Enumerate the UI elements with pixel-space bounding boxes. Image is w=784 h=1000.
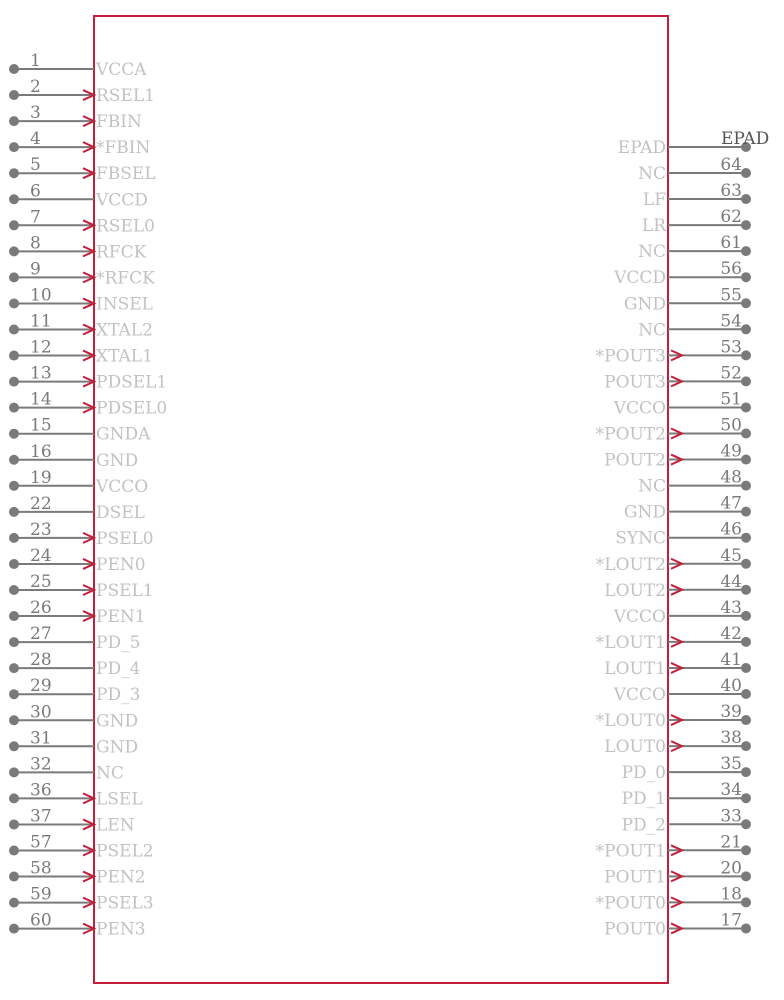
pin-63 xyxy=(643,181,751,210)
left-pin-group xyxy=(9,51,167,940)
pin-name: NC xyxy=(638,476,666,497)
pin-endpoint-dot xyxy=(741,663,751,673)
pin-number: 62 xyxy=(720,207,742,228)
pin-number: 61 xyxy=(720,233,742,254)
pin-number: 63 xyxy=(720,181,742,202)
pin-endpoint-dot xyxy=(9,924,19,934)
pin-name: GND xyxy=(623,294,666,315)
pin-name: VCCD xyxy=(96,190,148,211)
pin-name: VCCD xyxy=(614,268,666,289)
pin-number: 4 xyxy=(30,129,41,150)
pin-name: PSEL0 xyxy=(96,528,154,549)
pin-number: 54 xyxy=(720,311,742,332)
pin-name: NC xyxy=(96,763,124,784)
pin-name: *POUT1 xyxy=(595,841,666,862)
pin-number: 44 xyxy=(720,571,742,592)
pin-number: 47 xyxy=(720,493,742,514)
pin-name: DSEL xyxy=(96,502,145,523)
pin-16 xyxy=(9,442,138,471)
pin-endpoint-dot xyxy=(9,741,19,751)
pin-14 xyxy=(9,390,167,419)
pin-endpoint-dot xyxy=(741,793,751,803)
pin-31 xyxy=(9,728,138,757)
pin-number: 57 xyxy=(30,832,52,853)
pin-name: POUT1 xyxy=(604,867,666,888)
pin-number: EPAD xyxy=(721,129,770,149)
pin-number: 17 xyxy=(720,910,742,931)
pin-name: NC xyxy=(638,242,666,263)
pin-25 xyxy=(9,572,154,601)
pin-number: 27 xyxy=(30,624,52,645)
pin-number: 48 xyxy=(720,467,742,488)
pin-name: PD_1 xyxy=(621,789,666,810)
pin-name: PEN3 xyxy=(96,919,146,940)
pin-30 xyxy=(9,702,138,731)
pin-number: 20 xyxy=(720,858,742,879)
pin-50 xyxy=(596,416,751,445)
pin-number: 51 xyxy=(720,389,742,410)
pin-8 xyxy=(9,233,147,262)
pin-17 xyxy=(604,910,751,939)
pin-number: 59 xyxy=(30,884,52,905)
pin-21 xyxy=(596,832,751,861)
pin-number: 3 xyxy=(30,103,41,124)
pin-number: 64 xyxy=(720,155,742,175)
pin-endpoint-dot xyxy=(741,611,751,621)
pin-name: VCCO xyxy=(96,476,149,497)
pin-endpoint-dot xyxy=(741,559,751,569)
pin-name: FBIN xyxy=(96,112,142,133)
pin-60 xyxy=(9,911,146,940)
pin-name: PEN2 xyxy=(96,867,146,888)
pin-name: *FBIN xyxy=(96,138,151,159)
ic-body-outline xyxy=(94,16,668,983)
pin-name: XTAL1 xyxy=(96,346,153,367)
pin-name: EPAD xyxy=(617,138,666,158)
pin-name: LSEL xyxy=(96,789,143,810)
pin-number: 23 xyxy=(30,519,52,540)
pin-number: 49 xyxy=(720,441,742,462)
pin-5 xyxy=(9,155,156,184)
pin-endpoint-dot xyxy=(741,246,751,256)
pin-endpoint-dot xyxy=(9,325,19,335)
pin-43 xyxy=(613,598,751,627)
pin-name: PDSEL1 xyxy=(96,372,168,393)
pin-name: VCCO xyxy=(613,606,666,627)
pin-endpoint-dot xyxy=(9,559,19,569)
pin-47 xyxy=(624,494,751,523)
pin-name: PSEL3 xyxy=(96,893,154,914)
pin-26 xyxy=(9,598,146,627)
pin-number: 46 xyxy=(720,519,742,540)
pin-number: 13 xyxy=(30,363,52,384)
pin-endpoint-dot xyxy=(9,168,19,178)
pin-name: PDSEL0 xyxy=(96,398,168,419)
pin-13 xyxy=(9,364,167,393)
pin-name: POUT2 xyxy=(604,450,666,471)
pin-number: 39 xyxy=(720,702,742,723)
pin-name: RFCK xyxy=(96,242,147,263)
pin-number: 2 xyxy=(30,77,41,98)
pin-endpoint-dot xyxy=(741,585,751,595)
pin-20 xyxy=(604,858,751,887)
pin-number: 9 xyxy=(30,259,41,280)
pin-12 xyxy=(9,338,153,367)
pin-name: *LOUT0 xyxy=(595,711,666,732)
pin-endpoint-dot xyxy=(741,429,751,439)
pin-endpoint-dot xyxy=(741,272,751,282)
pin-name: VCCA xyxy=(96,60,147,80)
pin-endpoint-dot xyxy=(9,481,19,491)
pin-name: POUT3 xyxy=(604,372,666,393)
pin-number: 36 xyxy=(30,780,52,801)
pin-endpoint-dot xyxy=(9,455,19,465)
pin-10 xyxy=(9,285,153,314)
pin-39 xyxy=(596,702,751,731)
pin-name: LOUT1 xyxy=(604,658,666,679)
pin-33 xyxy=(622,806,751,835)
pin-number: 25 xyxy=(30,572,52,592)
pin-name: RSEL0 xyxy=(96,216,155,237)
pin-number: 19 xyxy=(30,467,52,488)
pin-endpoint-dot xyxy=(9,533,19,543)
pin-number: 5 xyxy=(30,155,41,176)
pin-name: GND xyxy=(96,737,139,758)
pin-name: POUT0 xyxy=(604,919,666,940)
pin-endpoint-dot xyxy=(741,402,751,412)
pin-endpoint-dot xyxy=(9,403,19,413)
pin-endpoint-dot xyxy=(741,767,751,777)
pin-name: *POUT3 xyxy=(595,346,666,367)
pin-4 xyxy=(9,129,151,158)
pin-name: *RFCK xyxy=(96,268,155,289)
pin-endpoint-dot xyxy=(9,793,19,803)
pin-number: 12 xyxy=(30,337,52,358)
pin-endpoint-dot xyxy=(741,481,751,491)
pin-name: LOUT0 xyxy=(604,737,666,758)
pin-number: 40 xyxy=(720,676,742,696)
pin-number: 31 xyxy=(30,728,52,749)
pin-number: 28 xyxy=(30,650,52,671)
pin-endpoint-dot xyxy=(741,897,751,907)
pin-endpoint-dot xyxy=(9,819,19,829)
pin-endpoint-dot xyxy=(9,846,19,856)
pin-endpoint-dot xyxy=(9,194,19,204)
pin-name: GND xyxy=(96,450,139,471)
pin-number: 53 xyxy=(720,337,742,358)
pin-number: 55 xyxy=(720,285,742,306)
pin-number: 10 xyxy=(30,285,52,306)
pin-54 xyxy=(638,311,751,340)
pin-endpoint-dot xyxy=(741,741,751,751)
pin-52 xyxy=(604,363,751,392)
pin-name: GND xyxy=(623,502,666,523)
pin-59 xyxy=(9,885,154,914)
pin-name: PD_5 xyxy=(96,633,141,654)
pin-name: LF xyxy=(642,190,666,211)
pin-endpoint-dot xyxy=(741,220,751,230)
pin-endpoint-dot xyxy=(741,845,751,855)
pin-64 xyxy=(638,155,751,184)
pin-number: 11 xyxy=(30,311,52,332)
pin-46 xyxy=(615,520,751,549)
pin-endpoint-dot xyxy=(9,116,19,126)
pin-number: 15 xyxy=(30,415,52,436)
pin-number: 56 xyxy=(720,259,742,280)
pin-34 xyxy=(622,780,751,809)
pin-61 xyxy=(638,233,751,262)
pin-endpoint-dot xyxy=(741,819,751,829)
pin-endpoint-dot xyxy=(9,246,19,256)
pin-15 xyxy=(9,416,151,445)
pin-endpoint-dot xyxy=(9,298,19,308)
pin-19 xyxy=(9,468,148,497)
pin-40 xyxy=(613,676,751,705)
pin-name: XTAL2 xyxy=(96,320,153,341)
pin-name: VCCO xyxy=(613,685,666,705)
pin-9 xyxy=(9,259,155,288)
pin-24 xyxy=(9,546,146,575)
pin-name: PEN0 xyxy=(96,554,146,575)
pin-number: 21 xyxy=(720,832,742,853)
pin-number: 42 xyxy=(720,623,742,644)
pin-number: 30 xyxy=(30,702,52,723)
pin-name: INSEL xyxy=(96,294,153,315)
pin-endpoint-dot xyxy=(9,429,19,439)
pin-number: 22 xyxy=(30,493,52,514)
pin-number: 32 xyxy=(30,754,52,775)
pin-58 xyxy=(9,859,146,888)
pin-number: 8 xyxy=(30,233,41,254)
pin-41 xyxy=(604,650,751,679)
pin-EPAD xyxy=(618,129,769,158)
pin-number: 1 xyxy=(30,51,41,71)
pin-endpoint-dot xyxy=(9,611,19,621)
pin-endpoint-dot xyxy=(741,923,751,933)
pin-endpoint-dot xyxy=(741,715,751,725)
pin-endpoint-dot xyxy=(9,637,19,647)
pin-number: 33 xyxy=(720,806,742,827)
pin-3 xyxy=(9,103,142,132)
pin-32 xyxy=(9,754,124,783)
pin-endpoint-dot xyxy=(9,898,19,908)
pin-6 xyxy=(9,181,148,210)
pin-endpoint-dot xyxy=(741,507,751,517)
pin-endpoint-dot xyxy=(741,533,751,543)
pin-name: NC xyxy=(638,164,666,184)
pin-number: 38 xyxy=(720,728,742,749)
pin-name: PD_3 xyxy=(96,685,141,706)
pin-29 xyxy=(9,676,140,705)
pin-27 xyxy=(9,624,140,653)
pin-name: PD_2 xyxy=(621,815,666,836)
pin-49 xyxy=(604,442,751,471)
pin-endpoint-dot xyxy=(9,689,19,699)
pin-number: 35 xyxy=(720,754,742,775)
pin-name: PSEL2 xyxy=(96,841,154,862)
pin-name: *POUT0 xyxy=(595,893,666,914)
pin-22 xyxy=(9,494,145,523)
pin-53 xyxy=(596,337,751,366)
pin-name: LR xyxy=(641,216,666,237)
pin-name: LOUT2 xyxy=(604,580,666,601)
pin-endpoint-dot xyxy=(741,376,751,386)
pin-62 xyxy=(642,207,751,236)
pin-name: FBSEL xyxy=(96,164,156,185)
pin-endpoint-dot xyxy=(9,351,19,361)
pin-number: 6 xyxy=(30,181,41,202)
pin-number: 7 xyxy=(30,207,41,228)
pin-endpoint-dot xyxy=(741,324,751,334)
pin-name: VCCO xyxy=(613,398,666,419)
pin-endpoint-dot xyxy=(9,220,19,230)
pin-endpoint-dot xyxy=(741,455,751,465)
pin-55 xyxy=(624,285,751,314)
pin-endpoint-dot xyxy=(9,507,19,517)
pin-number: 18 xyxy=(720,884,742,905)
pin-endpoint-dot xyxy=(9,64,19,74)
pin-number: 60 xyxy=(30,910,52,931)
pin-51 xyxy=(613,389,751,418)
pin-23 xyxy=(9,520,154,549)
pin-endpoint-dot xyxy=(9,715,19,725)
pin-number: 24 xyxy=(30,545,52,566)
pin-42 xyxy=(596,624,751,653)
pin-number: 41 xyxy=(720,649,742,670)
pin-number: 34 xyxy=(720,780,742,801)
pin-number: 16 xyxy=(30,441,52,462)
pin-endpoint-dot xyxy=(9,90,19,100)
pin-number: 58 xyxy=(30,858,52,879)
pin-name: NC xyxy=(638,320,666,341)
pin-name: GND xyxy=(96,711,139,732)
pin-endpoint-dot xyxy=(9,585,19,595)
pin-number: 26 xyxy=(30,598,52,619)
pin-number: 50 xyxy=(720,415,742,436)
pin-45 xyxy=(596,546,751,575)
pin-36 xyxy=(9,780,143,809)
pin-name: GNDA xyxy=(96,424,151,445)
pin-endpoint-dot xyxy=(741,637,751,647)
pin-57 xyxy=(9,833,154,862)
pin-endpoint-dot xyxy=(741,298,751,308)
pin-11 xyxy=(9,312,153,341)
pin-endpoint-dot xyxy=(9,142,19,152)
pin-38 xyxy=(604,728,751,757)
right-pin-group xyxy=(596,129,770,939)
pin-endpoint-dot xyxy=(9,663,19,673)
pin-endpoint-dot xyxy=(9,272,19,282)
pin-56 xyxy=(613,259,751,288)
pin-name: *LOUT2 xyxy=(595,554,666,575)
pin-44 xyxy=(604,572,751,601)
pin-48 xyxy=(638,468,751,497)
pin-name: RSEL1 xyxy=(96,86,155,107)
pin-7 xyxy=(9,207,155,236)
pin-35 xyxy=(622,754,751,783)
pin-number: 14 xyxy=(30,389,52,410)
pin-endpoint-dot xyxy=(741,871,751,881)
pin-endpoint-dot xyxy=(741,689,751,699)
pin-37 xyxy=(9,806,135,835)
pin-1 xyxy=(9,51,147,80)
pin-number: 37 xyxy=(30,806,52,827)
pin-2 xyxy=(9,77,155,106)
pin-number: 52 xyxy=(720,363,742,384)
pin-name: PEN1 xyxy=(96,607,146,628)
pin-18 xyxy=(596,884,751,913)
pin-number: 43 xyxy=(720,597,742,618)
pin-endpoint-dot xyxy=(741,350,751,360)
pin-endpoint-dot xyxy=(9,872,19,882)
pin-name: *LOUT1 xyxy=(595,632,666,653)
pin-number: 45 xyxy=(720,545,742,566)
pin-name: SYNC xyxy=(615,528,666,549)
pin-endpoint-dot xyxy=(741,194,751,204)
pin-name: LEN xyxy=(96,815,135,836)
pin-28 xyxy=(9,650,140,679)
pin-endpoint-dot xyxy=(9,377,19,387)
pin-number: 29 xyxy=(30,676,52,697)
pin-endpoint-dot xyxy=(741,168,751,178)
pin-name: *POUT2 xyxy=(595,424,666,445)
pin-name: PD_4 xyxy=(96,659,141,680)
pin-name: PD_0 xyxy=(621,763,666,784)
pin-name: PSEL1 xyxy=(96,581,154,601)
pin-endpoint-dot xyxy=(9,767,19,777)
